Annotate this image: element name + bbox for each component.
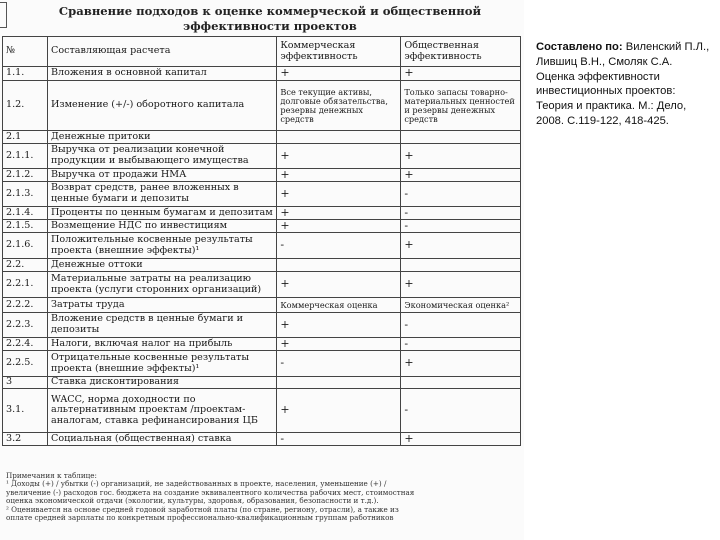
note-line: увеличение (-) расходов гос. бюджета на создание эквивалентного количества рабочих мест, стоимостная — [6, 488, 415, 497]
row-social: Только запасы товарно-материальных ценностей и резервы денежных средств — [401, 81, 521, 131]
table-row — [3, 67, 521, 81]
table-row — [3, 272, 521, 298]
source-text: Виленский П.Л., Лившиц В.Н., Смоляк С.А. Оценка эффективности инвестиционных проектов: Теория и практика. М.: Дело, 2008. С.119-122, 418-425. — [536, 41, 710, 127]
row-social: + — [401, 433, 521, 446]
comparison-table — [2, 36, 521, 446]
row-component: Изменение (+/-) оборотного капитала — [47, 81, 276, 131]
source-citation — [536, 40, 712, 129]
row-num: 2.2.1. — [3, 272, 48, 298]
row-num: 2.2. — [3, 259, 48, 272]
row-social: + — [401, 351, 521, 377]
table-row — [3, 81, 521, 131]
note-line: ² Оценивается на основе средней годовой заработной платы (по стране, региону, отрасли), а также из — [6, 505, 399, 514]
row-num: 2.2.3. — [3, 313, 48, 338]
row-social: - — [401, 389, 521, 433]
table-title-line-1: Сравнение подходов к оценке коммерческой и общественной — [58, 4, 482, 18]
table-row — [3, 313, 521, 338]
row-commercial: + — [277, 182, 401, 207]
row-commercial: + — [277, 169, 401, 182]
row-num: 2.1.5. — [3, 220, 48, 233]
row-commercial: + — [277, 389, 401, 433]
row-num: 2.2.5. — [3, 351, 48, 377]
row-social — [401, 259, 521, 272]
row-social: + — [401, 67, 521, 81]
note-line: оценка экономической отдачи (экологии, культуры, здоровья, образования, безопасности и т.д.). — [6, 497, 379, 506]
table-title — [40, 4, 500, 34]
note-line: ¹ Доходы (+) / убытки (-) организаций, не задействованных в проекте, населения, уменьшение (+) / — [6, 480, 387, 489]
note-line: оплате средней зарплаты по конкретным профессионально-квалификационным группам работников — [6, 514, 394, 523]
table-row — [3, 338, 521, 351]
row-commercial: + — [277, 338, 401, 351]
row-component: Налоги, включая налог на прибыль — [47, 338, 276, 351]
row-commercial: + — [277, 313, 401, 338]
table-row — [3, 377, 521, 389]
row-commercial: + — [277, 67, 401, 81]
row-component: Проценты по ценным бумагам и депозитам — [47, 207, 276, 220]
row-component: Вложения в основной капитал — [47, 67, 276, 81]
header-num: № — [3, 37, 48, 67]
header-social: Общественная эффективность — [401, 37, 521, 67]
row-component: Выручка от реализации конечной продукции и выбывающего имущества — [47, 144, 276, 169]
row-component: Денежные притоки — [47, 131, 276, 144]
row-component: Положительные косвенные результаты проекта (внешние эффекты)¹ — [47, 233, 276, 259]
row-num: 2.1.6. — [3, 233, 48, 259]
row-commercial: - — [277, 351, 401, 377]
row-commercial — [277, 131, 401, 144]
row-social: - — [401, 207, 521, 220]
table-title-line-2: эффективности проектов — [183, 19, 357, 33]
row-commercial: Все текущие активы, долговые обязательства, резервы денежных средств — [277, 81, 401, 131]
row-num: 2.1.1. — [3, 144, 48, 169]
row-social: + — [401, 169, 521, 182]
table-row — [3, 144, 521, 169]
row-num: 3.2 — [3, 433, 48, 446]
row-commercial — [277, 377, 401, 389]
row-commercial: + — [277, 220, 401, 233]
row-component: Материальные затраты на реализацию проекта (услуги сторонних организаций) — [47, 272, 276, 298]
row-social: + — [401, 272, 521, 298]
row-num: 1.2. — [3, 81, 48, 131]
row-component: Социальная (общественная) ставка — [47, 433, 276, 446]
row-commercial: + — [277, 272, 401, 298]
row-social: Экономическая оценка² — [401, 298, 521, 313]
row-social: - — [401, 182, 521, 207]
table-row — [3, 169, 521, 182]
row-num: 1.1. — [3, 67, 48, 81]
page-edge-marker — [0, 2, 7, 28]
row-social: + — [401, 144, 521, 169]
row-commercial: + — [277, 144, 401, 169]
table-row — [3, 220, 521, 233]
notes-heading: Примечания к таблице: — [6, 472, 97, 480]
row-social: - — [401, 220, 521, 233]
row-num: 2.1 — [3, 131, 48, 144]
table-row — [3, 259, 521, 272]
row-commercial: Коммерческая оценка — [277, 298, 401, 313]
table-notes — [6, 472, 518, 522]
row-social — [401, 377, 521, 389]
row-commercial — [277, 259, 401, 272]
header-component: Составляющая расчета — [47, 37, 276, 67]
table-header-row — [3, 37, 521, 67]
row-component: Отрицательные косвенные результаты проекта (внешние эффекты)¹ — [47, 351, 276, 377]
table-row — [3, 131, 521, 144]
row-social — [401, 131, 521, 144]
row-component: Возмещение НДС по инвестициям — [47, 220, 276, 233]
row-num: 2.1.2. — [3, 169, 48, 182]
row-commercial: - — [277, 233, 401, 259]
row-num: 2.1.4. — [3, 207, 48, 220]
table-row — [3, 389, 521, 433]
row-num: 3.1. — [3, 389, 48, 433]
row-num: 2.2.2. — [3, 298, 48, 313]
row-num: 3 — [3, 377, 48, 389]
table-row — [3, 298, 521, 313]
row-component: Вложение средств в ценные бумаги и депозиты — [47, 313, 276, 338]
row-social: + — [401, 233, 521, 259]
table-row — [3, 182, 521, 207]
row-component: Возврат средств, ранее вложенных в ценные бумаги и депозиты — [47, 182, 276, 207]
table-row — [3, 233, 521, 259]
source-label: Составлено по: — [536, 41, 623, 53]
row-num: 2.1.3. — [3, 182, 48, 207]
table-row — [3, 433, 521, 446]
table-row — [3, 351, 521, 377]
header-commercial: Коммерческая эффективность — [277, 37, 401, 67]
row-component: Затраты труда — [47, 298, 276, 313]
row-commercial: + — [277, 207, 401, 220]
row-social: - — [401, 313, 521, 338]
row-commercial: - — [277, 433, 401, 446]
row-component: Выручка от продажи НМА — [47, 169, 276, 182]
row-component: Ставка дисконтирования — [47, 377, 276, 389]
row-component: WACC, норма доходности по альтернативным проектам /проектам-аналогам, ставка рефинансирования ЦБ — [47, 389, 276, 433]
table-row — [3, 207, 521, 220]
row-component: Денежные оттоки — [47, 259, 276, 272]
row-num: 2.2.4. — [3, 338, 48, 351]
row-social: - — [401, 338, 521, 351]
